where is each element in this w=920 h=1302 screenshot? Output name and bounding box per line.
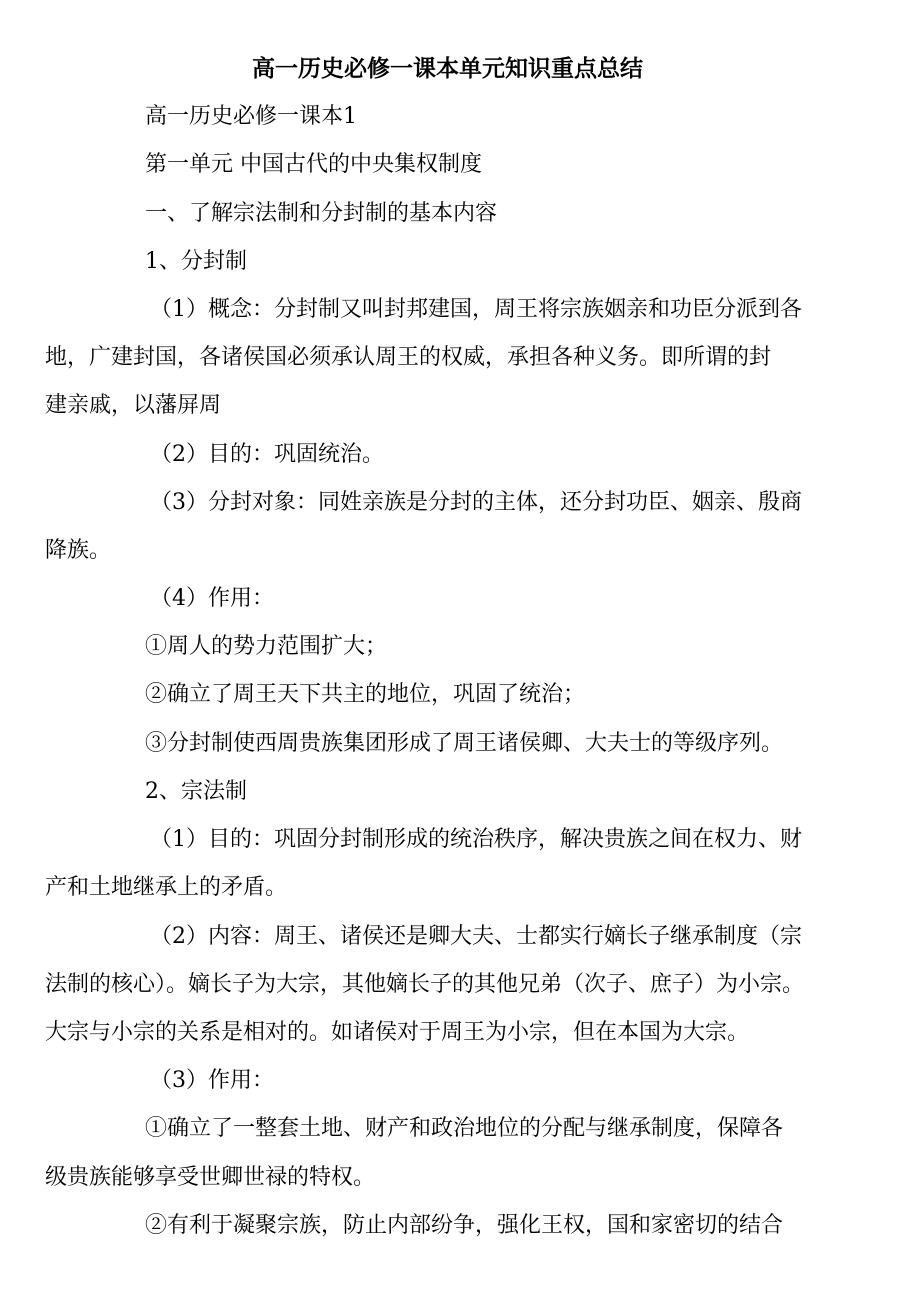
paragraph-line: 产和土地继承上的矛盾。: [45, 875, 288, 900]
paragraph-line: 法制的核心）。嫡长子为大宗，其他嫡长子的其他兄弟（次子、庶子）为小宗。: [45, 972, 805, 997]
section-heading: 一、了解宗法制和分封制的基本内容: [145, 201, 498, 226]
list-item: ①周人的势力范围扩大；: [145, 634, 388, 659]
list-item: ②确立了周王天下共主的地位，巩固了统治；: [145, 682, 586, 707]
book-heading: 高一历史必修一课本1: [145, 104, 357, 129]
list-item: ①确立了一整套土地、财产和政治地位的分配与继承制度，保障各: [145, 1116, 784, 1141]
paragraph-line: 大宗与小宗的关系是相对的。如诸侯对于周王为小宗，但在本国为大宗。: [45, 1020, 750, 1045]
document-title: 高一历史必修一课本单元知识重点总结: [252, 56, 643, 82]
paragraph-line: （3）作用：: [150, 1068, 274, 1093]
list-item: 级贵族能够享受世卿世禄的特权。: [45, 1165, 376, 1190]
paragraph-line: （1）概念：分封制又叫封邦建国，周王将宗族姻亲和功臣分派到各: [150, 297, 802, 322]
list-item: ③分封制使西周贵族集团形成了周王诸侯卿、大夫士的等级序列。: [145, 731, 784, 756]
paragraph-line: （1）目的：巩固分封制形成的统治秩序，解决贵族之间在权力、财: [150, 827, 802, 852]
subsection-heading: 1、分封制: [145, 249, 247, 274]
unit-heading: 第一单元 中国古代的中央集权制度: [145, 152, 482, 177]
paragraph-line: （4）作用：: [150, 586, 274, 611]
paragraph-line: 建亲戚，以藩屏周: [45, 393, 222, 418]
paragraph-line: （2）内容：周王、诸侯还是卿大夫、士都实行嫡长子继承制度（宗: [150, 924, 802, 949]
subsection-heading: 2、宗法制: [145, 779, 247, 804]
paragraph-line: 降族。: [45, 538, 112, 563]
paragraph-line: （2）目的：巩固统治。: [150, 442, 384, 467]
list-item: ②有利于凝聚宗族，防止内部纷争，强化王权，国和家密切的结合: [145, 1213, 784, 1238]
paragraph-line: （3）分封对象：同姓亲族是分封的主体，还分封功臣、姻亲、殷商: [150, 490, 802, 515]
paragraph-line: 地，广建封国，各诸侯国必须承认周王的权威，承担各种义务。即所谓的封: [45, 345, 772, 370]
